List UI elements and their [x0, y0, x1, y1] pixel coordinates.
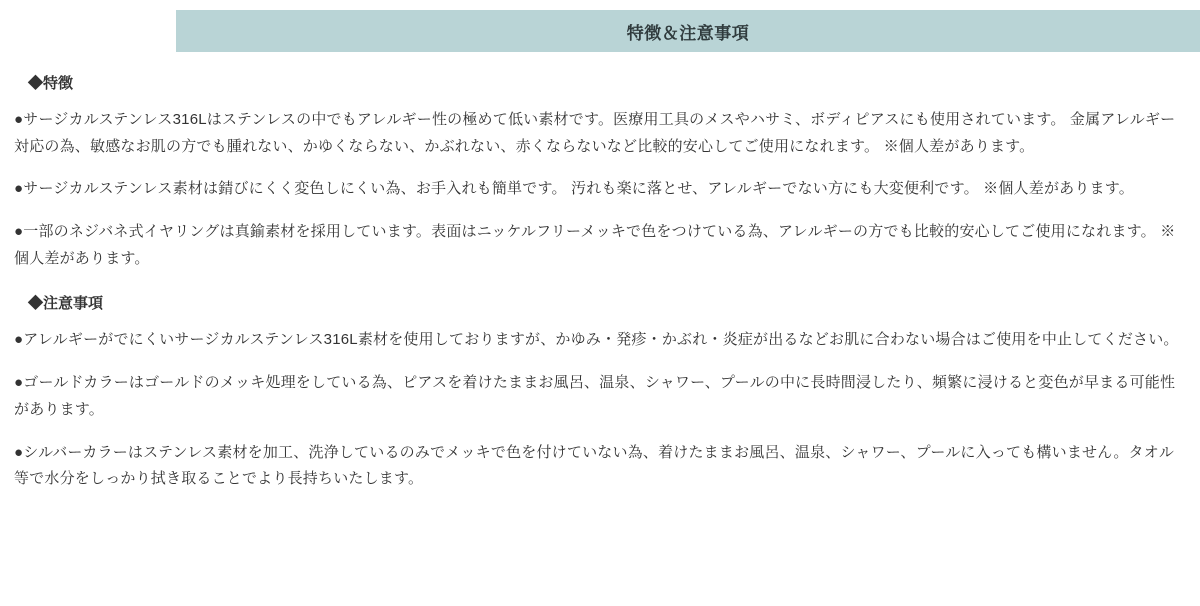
feature-paragraph-3: ●一部のネジバネ式イヤリングは真鍮素材を採用しています。表面はニッケルフリーメッキで色をつけている為、アレルギーの方でも比較的安心してご使用になれます。 ※個人差があります。 [14, 223, 1176, 267]
caution-paragraph-3: ●シルバーカラーはステンレス素材を加工、洗浄しているのみでメッキで色を付けていない為、着けたままお風呂、温泉、シャワー、プールに入っても構いません。タオル等で水分をしっかり拭き取ることでより長持ちいたします。 [14, 443, 1175, 488]
page-title: 特徴＆注意事項 [626, 23, 750, 43]
caution-paragraph-1: ●アレルギーがでにくいサージカルステンレス316L素材を使用しておりますが、かゆみ・発疹・かぶれ・炎症が出るなどお肌に合わない場合はご使用を中止してください。 [14, 331, 1179, 349]
feature-paragraph-1: ●サージカルステンレス316Lはステンレスの中でもアレルギー性の極めて低い素材です。医療用工具のメスやハサミ、ボディピアスにも使用されています。 金属アレルギー対応の為、敏感なお肌の方でも腫れない、かゆくならない、かぶれない、赤くならないなど比較的安心してご使用になれます。 ※個人差があります。 [14, 111, 1176, 155]
header-bar [176, 10, 1200, 52]
content-area [0, 52, 1200, 509]
caution-paragraph-2: ●ゴールドカラーはゴールドのメッキ処理をしている為、ピアスを着けたままお風呂、温泉、シャワー、プールの中に長時間浸したり、頻繁に浸けると変色が早まる可能性があります。 [14, 374, 1176, 418]
section-heading-features: ◆特徴 [28, 75, 74, 92]
section-heading-cautions: ◆注意事項 [28, 295, 104, 313]
feature-paragraph-2: ●サージカルステンレス素材は錆びにくく変色しにくい為、お手入れも簡単です。 汚れも楽に落とせ、アレルギーでない方にも大変便利です。 ※個人差があります。 [14, 180, 1134, 198]
